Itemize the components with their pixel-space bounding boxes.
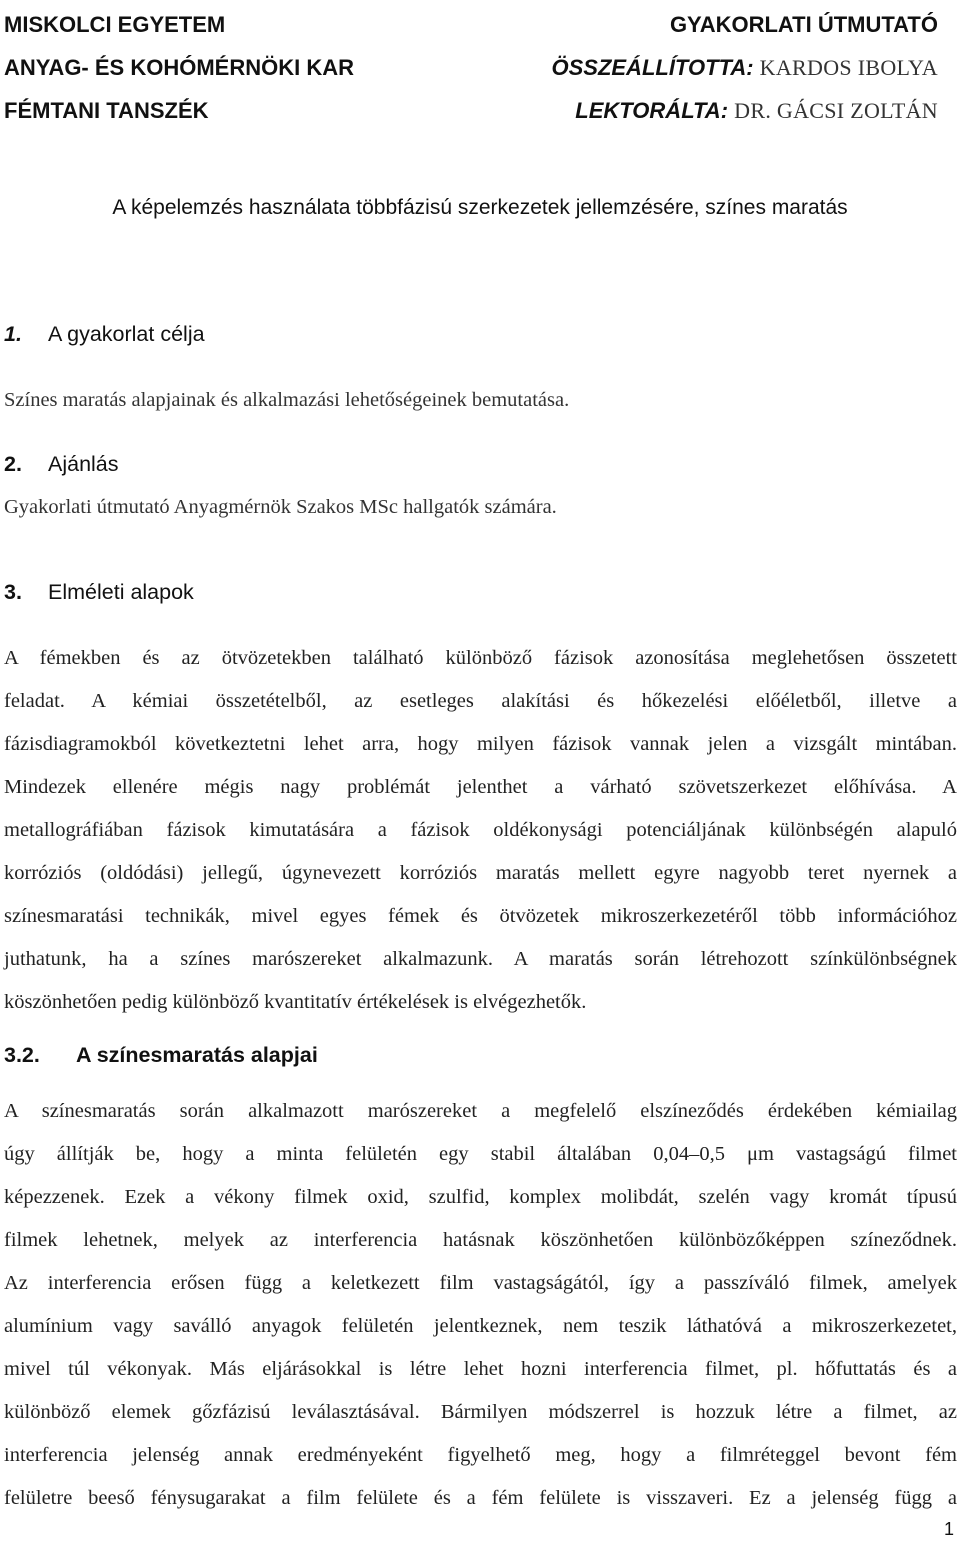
reviewed-by-label: LEKTORÁLTA:: [575, 98, 729, 123]
subsection-title: A színesmaratás alapjai: [76, 1043, 318, 1067]
department-name: FÉMTANI TANSZÉK: [4, 98, 209, 123]
section-1-heading: [4, 322, 205, 347]
section-number: 3.: [4, 580, 22, 604]
text-line: Mindezek ellenére mégis nagy problémát jelenthet a várható szövetszerkezet előhívása. A: [4, 776, 957, 798]
section-number: 1.: [4, 322, 22, 346]
text-line: színesmaratási technikák, mivel egyes fémek és ötvözetek mikroszerkezetéről több információhoz: [4, 905, 957, 927]
compiled-by-label: ÖSSZEÁLLÍTOTTA:: [551, 55, 754, 80]
text-line: korróziós (oldódási) jellegű, úgynevezett korróziós maratás mellett egyre nagyobb teret nyernek a: [4, 862, 957, 884]
section-title: Ajánlás: [48, 452, 119, 476]
section-number: 2.: [4, 452, 22, 476]
section-title: A gyakorlat célja: [48, 322, 205, 346]
university-name: MISKOLCI EGYETEM: [4, 12, 226, 37]
text-line: A fémekben és az ötvözetekben található különböző fázisok azonosítása meglehetősen összetett: [4, 647, 957, 669]
faculty-name: ANYAG- ÉS KOHÓMÉRNÖKI KAR: [4, 55, 354, 80]
document-title: A képelemzés használata többfázisú szerkezetek jellemzésére, színes maratás: [112, 196, 848, 219]
section-3-heading: [4, 580, 194, 605]
section-1-text: Színes maratás alapjainak és alkalmazási lehetőségeinek bemutatása.: [4, 389, 570, 411]
institution-block: [4, 3, 354, 132]
text-line: felületre beeső fénysugarakat a film felülete és a fém felülete is visszaveri. Ez a jelenség függ a: [4, 1487, 957, 1509]
section-2-heading: [4, 452, 119, 477]
subsection-number: 3.2.: [4, 1043, 40, 1067]
text-line: juthatunk, ha a színes marószereket alkalmazunk. A maratás során létrehozott színkülönbségnek: [4, 948, 957, 970]
text-line: úgy állítják be, hogy a minta felületén egy stabil általában 0,04–0,5 μm vastagságú filmet: [4, 1143, 957, 1165]
text-line: filmek lehetnek, melyek az interferencia hatásnak köszönhetően különbözőképpen színeződnek.: [4, 1229, 957, 1251]
page-number: 1: [943, 1519, 954, 1539]
document-type: GYAKORLATI ÚTMUTATÓ: [669, 12, 938, 37]
text-line: A színesmaratás során alkalmazott marószereket a megfelelő elszíneződés érdekében kémiailag: [4, 1100, 957, 1122]
section-2-text: Gyakorlati útmutató Anyagmérnök Szakos MSc hallgatók számára.: [4, 496, 557, 518]
text-line: mivel túl vékonyak. Más eljárásokkal is létre lehet hozni interferencia filmet, pl. hőfuttatás és a: [4, 1358, 957, 1380]
document-header: [0, 0, 960, 123]
text-line: különböző elemek gőzfázisú leválasztásával. Bármilyen módszerrel is hozzuk létre a filmet, az: [4, 1401, 957, 1423]
compiled-by-value: KARDOS IBOLYA: [759, 55, 938, 80]
document-info-block: [551, 3, 938, 132]
section-title: Elméleti alapok: [48, 580, 194, 604]
reviewed-by-value: DR. GÁCSI ZOLTÁN: [734, 98, 938, 123]
text-line: Az interferencia erősen függ a keletkezett film vastagságától, így a passzíváló filmek, amelyek: [4, 1272, 957, 1294]
text-line: interferencia jelenség annak eredményeként figyelhető meg, hogy a filmréteggel bevont fém: [4, 1444, 957, 1466]
text-line: alumínium vagy saválló anyagok felületén jelentkeznek, nem teszik láthatóvá a mikroszerkezetet,: [4, 1315, 957, 1337]
text-line: feladat. A kémiai összetételből, az esetleges alakítási és hőkezelési előéletből, illetve a: [4, 690, 957, 712]
subsection-3-2-heading: [4, 1043, 318, 1068]
paragraph-theory-intro: [4, 637, 957, 1024]
text-line: metallográfiában fázisok kimutatására a fázisok oldékonysági potenciáljának különbségén alapuló: [4, 819, 957, 841]
text-line: képezzenek. Ezek a vékony filmek oxid, szulfid, komplex molibdát, szelén vagy kromát típusú: [4, 1186, 957, 1208]
paragraph-color-etching: [4, 1090, 957, 1520]
text-line: fázisdiagramokból következtetni lehet arra, hogy milyen fázisok vannak jelen a vizsgált mintában.: [4, 733, 957, 755]
text-line: köszönhetően pedig különböző kvantitatív értékelések is elvégezhetők.: [4, 991, 587, 1013]
